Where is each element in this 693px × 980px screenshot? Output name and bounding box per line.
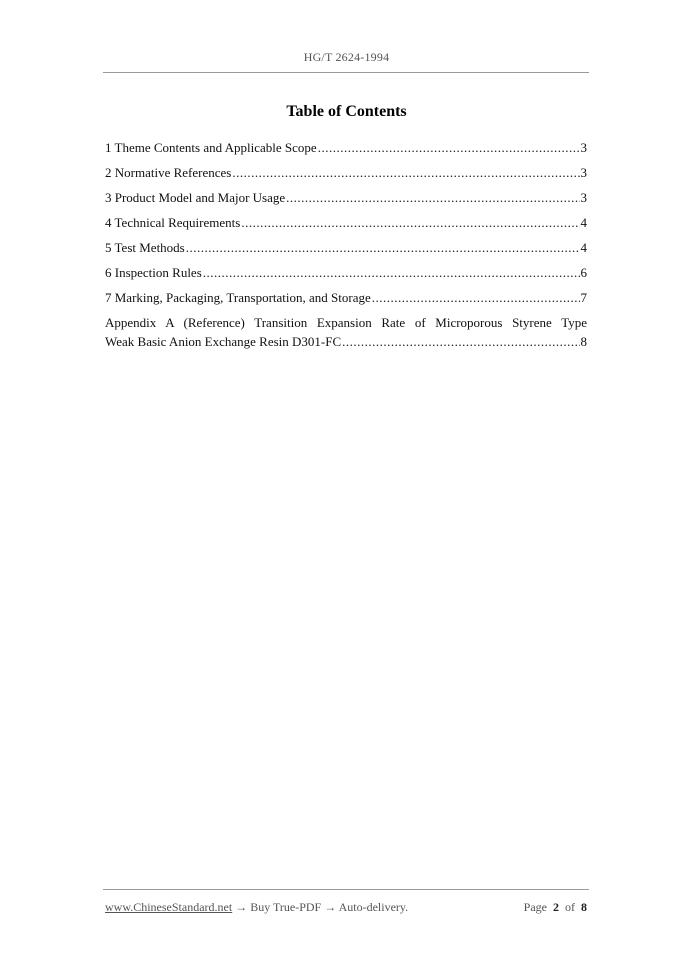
site-link[interactable]: www.ChineseStandard.net [105,900,233,914]
page-indicator [524,900,587,915]
toc-entry-label: 3 Product Model and Major Usage [105,190,286,205]
toc-entry-3[interactable] [105,188,587,207]
toc-entry-page: 4 [580,240,587,255]
header-divider [103,72,589,73]
header-doc-code: HG/T 2624-1994 [303,50,390,64]
page-label: Page [523,900,547,914]
toc-entry-label: 2 Normative References [105,165,232,180]
toc-entry-label: 5 Test Methods [105,240,185,255]
arrow-right-icon: → [324,900,337,914]
toc-entry-appendix-a[interactable] [105,313,587,351]
table-of-contents [105,138,587,357]
page-total: 8 [581,900,587,914]
toc-entry-page: 7 [580,290,587,305]
footer-divider [103,889,589,890]
toc-entry-1[interactable] [105,138,587,157]
toc-entry-page: 6 [580,265,587,280]
page-of-label: of [565,900,575,914]
toc-leader-dots [318,138,580,157]
auto-delivery-text: Auto-delivery. [338,900,409,914]
toc-title: Table of Contents [286,103,407,120]
toc-entry-page: 4 [580,215,587,230]
toc-leader-dots [241,213,579,232]
toc-entry-page: 8 [580,334,587,349]
toc-entry-4[interactable] [105,213,587,232]
toc-entry-label: 7 Marking, Packaging, Transportation, and Storage [105,290,371,305]
toc-leader-dots [342,332,579,351]
page-current: 2 [553,900,559,914]
toc-entry-label: 4 Technical Requirements [105,215,241,230]
toc-entry-page: 3 [580,140,587,155]
toc-leader-dots [232,163,579,182]
toc-entry-7[interactable] [105,288,587,307]
toc-entry-6[interactable] [105,263,587,282]
toc-entry-label: Weak Basic Anion Exchange Resin D301-FC [105,334,342,349]
toc-entry-5[interactable] [105,238,587,257]
toc-appendix-line-2 [105,332,587,351]
toc-entry-2[interactable] [105,163,587,182]
buy-true-pdf-text: Buy True-PDF [250,900,322,914]
toc-entry-label: 1 Theme Contents and Applicable Scope [105,140,317,155]
arrow-right-icon: → [235,900,248,914]
toc-entry-page: 3 [580,165,587,180]
toc-leader-dots [203,263,580,282]
footer-promo [105,900,408,915]
toc-appendix-line-1: Appendix A (Reference) Transition Expansion Rate of Microporous Styrene Type [105,315,587,330]
toc-entry-page: 3 [580,190,587,205]
toc-leader-dots [286,188,579,207]
toc-leader-dots [186,238,580,257]
toc-entry-label: 6 Inspection Rules [105,265,202,280]
toc-leader-dots [372,288,580,307]
page-footer [105,900,587,915]
